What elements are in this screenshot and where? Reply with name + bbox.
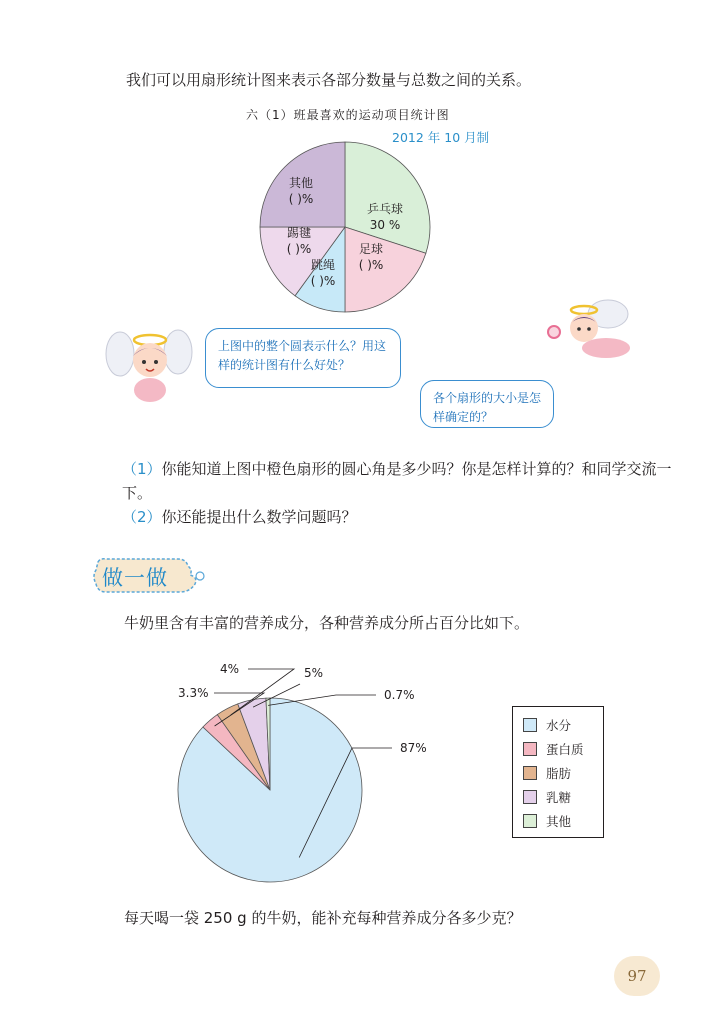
legend-swatch-protein [523, 742, 537, 756]
chart1-title: 六（1）班最喜欢的运动项目统计图 [246, 108, 450, 122]
sports-pie-value-1: ( )% [358, 258, 384, 272]
milk-intro-text: 牛奶里含有丰富的营养成分，各种营养成分所占百分比如下。 [124, 614, 530, 632]
sports-pie-label-3: 踢毽 [286, 226, 312, 240]
chart1-date: 2012 年 10 月制 [392, 130, 490, 145]
sports-pie-value-4: ( )% [288, 192, 314, 206]
milk-pie-value-4: 0.7% [384, 688, 415, 702]
legend-item-water [523, 717, 571, 735]
sports-pie-value-2: ( )% [310, 274, 336, 288]
sports-pie-label-1: 足球 [358, 242, 384, 256]
question-2-text: 你还能提出什么数学问题吗？ [161, 508, 357, 526]
milk-pie-value-0: 87% [400, 741, 427, 755]
legend-item-lactose [523, 789, 571, 807]
question-1-number: （1） [122, 460, 162, 478]
legend-item-fat [523, 765, 571, 783]
milk-nutrition-pie-chart [170, 656, 440, 886]
legend-label-protein: 蛋白质 [546, 742, 584, 757]
legend-label-lactose: 乳糖 [546, 790, 572, 805]
question-2 [122, 505, 357, 529]
legend-item-protein [523, 741, 584, 759]
speech-bubble-left: 上图中的整个圆表示什么？用这样的统计图有什么好处？ [205, 328, 401, 388]
sports-pie-label-4: 其他 [288, 176, 314, 190]
question-1-text: 你能知道上图中橙色扇形的圆心角是多少吗？你是怎样计算的？和同学交流一下。 [122, 460, 672, 502]
legend-item-other [523, 813, 571, 831]
legend-label-other: 其他 [546, 814, 572, 829]
legend [512, 706, 604, 838]
legend-swatch-other [523, 814, 537, 828]
intro-text: 我们可以用扇形统计图来表示各部分数量与总数之间的关系。 [126, 71, 532, 89]
final-question: 每天喝一袋 250 g 的牛奶，能补充每种营养成分各多少克？ [124, 909, 522, 927]
legend-label-fat: 脂肪 [546, 766, 572, 781]
page-number: 97 [614, 956, 660, 996]
sports-pie-value-3: ( )% [286, 242, 312, 256]
milk-pie-value-3: 5% [304, 666, 324, 680]
milk-pie-value-2: 4% [220, 662, 240, 676]
section-title: 做一做 [102, 566, 168, 590]
angel-right-illustration [544, 296, 640, 370]
question-1 [122, 457, 674, 505]
question-2-number: （2） [122, 508, 162, 526]
sports-pie-label-2: 跳绳 [310, 258, 336, 272]
sports-pie-value-0: 30 % [369, 218, 401, 232]
angel-left-illustration [104, 318, 194, 408]
milk-pie-value-1: 3.3% [178, 686, 209, 700]
legend-swatch-lactose [523, 790, 537, 804]
speech-bubble-right: 各个扇形的大小是怎样确定的？ [420, 380, 554, 428]
legend-label-water: 水分 [546, 718, 572, 733]
sports-pie-label-0: 乒乓球 [366, 202, 404, 216]
sports-pie-chart [250, 136, 440, 318]
legend-swatch-water [523, 718, 537, 732]
legend-swatch-fat [523, 766, 537, 780]
